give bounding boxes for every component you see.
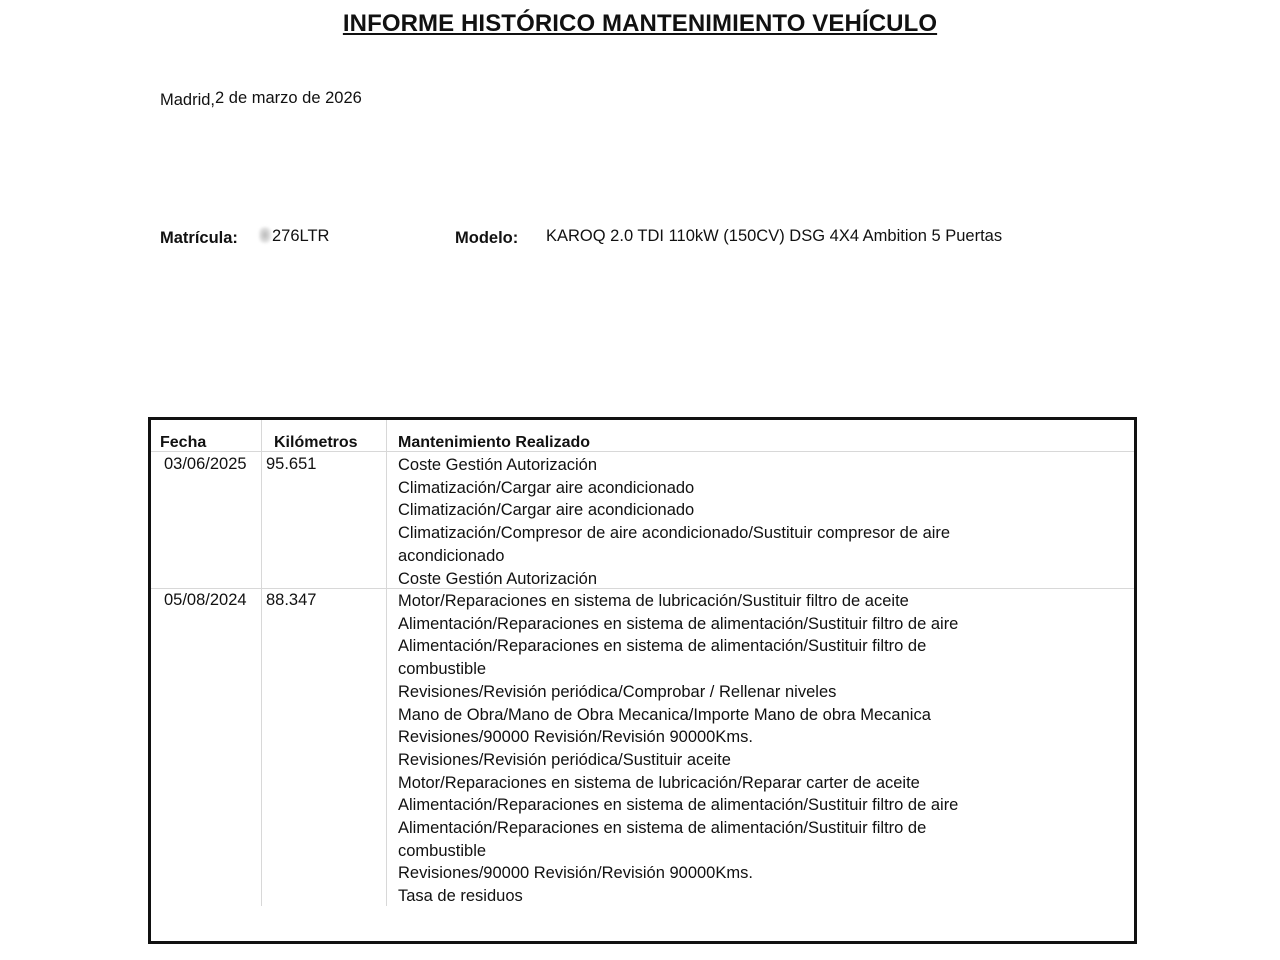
header-km: Kilómetros (274, 434, 358, 451)
column-divider (261, 420, 262, 906)
maintenance-item: Motor/Reparaciones en sistema de lubricación/Reparar carter de aceite (398, 773, 920, 792)
maintenance-item: combustible (398, 841, 487, 860)
maintenance-item: Mano de Obra/Mano de Obra Mecanica/Importe Mano de obra Mecanica (398, 705, 931, 724)
place: Madrid, (160, 91, 216, 109)
maintenance-item: Alimentación/Reparaciones en sistema de alimentación/Sustituir filtro de (398, 819, 927, 838)
maintenance-item: Alimentación/Reparaciones en sistema de alimentación/Sustituir filtro de aire (398, 796, 959, 815)
maintenance-item: Alimentación/Reparaciones en sistema de alimentación/Sustituir filtro de aire (398, 614, 959, 633)
maintenance-item: Motor/Reparaciones en sistema de lubricación/Sustituir filtro de aceite (398, 592, 909, 610)
maintenance-item: Revisiones/90000 Revisión/Revisión 90000Kms. (398, 728, 753, 747)
maintenance-item: Revisiones/90000 Revisión/Revisión 90000Kms. (398, 864, 753, 883)
column-divider (386, 420, 387, 906)
row-date: 03/06/2025 (164, 455, 247, 473)
maintenance-item: combustible (398, 660, 487, 679)
maintenance-item: Climatización/Cargar aire acondicionado (398, 501, 695, 520)
plate-value-wrapper (259, 227, 329, 246)
maintenance-item: Revisiones/Revisión periódica/Sustituir aceite (398, 750, 731, 769)
maintenance-table (148, 417, 1137, 944)
row-date: 05/08/2024 (164, 591, 247, 609)
maintenance-item: Revisiones/Revisión periódica/Comprobar / Rellenar niveles (398, 682, 837, 701)
header-date: Fecha (160, 434, 207, 451)
model-value: KAROQ 2.0 TDI 110kW (150CV) DSG 4X4 Ambition 5 Puertas (546, 227, 1003, 245)
maintenance-item: Coste Gestión Autorización (398, 569, 598, 588)
redacted-mark (259, 227, 271, 243)
header-maintenance: Mantenimiento Realizado (398, 434, 591, 451)
row-maintenance-list (398, 454, 998, 590)
report-date: 2 de marzo de 2026 (215, 89, 362, 107)
maintenance-item: Climatización/Cargar aire acondicionado (398, 478, 695, 497)
maintenance-item: Coste Gestión Autorización (398, 456, 598, 474)
maintenance-item: Tasa de residuos (398, 887, 523, 906)
plate-label: Matrícula: (160, 229, 238, 247)
document-title: INFORME HISTÓRICO MANTENIMIENTO VEHÍCULO (342, 10, 938, 37)
plate-value: 276LTR (272, 227, 330, 245)
maintenance-item: acondicionado (398, 546, 505, 565)
row-maintenance-list (398, 590, 998, 908)
row-km: 95.651 (266, 455, 317, 473)
maintenance-item: Alimentación/Reparaciones en sistema de alimentación/Sustituir filtro de (398, 637, 927, 656)
place-date (160, 89, 362, 108)
maintenance-item: Climatización/Compresor de aire acondicionado/Sustituir compresor de aire (398, 524, 951, 543)
model-label: Modelo: (455, 229, 519, 247)
row-km: 88.347 (266, 591, 317, 609)
